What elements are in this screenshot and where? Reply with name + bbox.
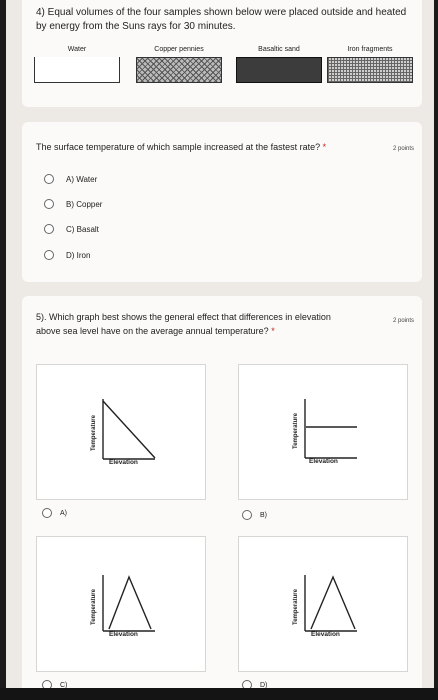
radio-button-icon[interactable] (44, 224, 54, 234)
graph-option-a-image (36, 364, 206, 500)
sample-label: Iron fragments (347, 46, 393, 53)
graph-line (103, 401, 155, 458)
required-asterisk: * (322, 142, 327, 152)
graph-y-label: Temperature (91, 589, 97, 625)
graph-option-d-image (238, 536, 408, 672)
graph-x-label: Elevation (109, 631, 138, 638)
required-asterisk: * (271, 326, 275, 336)
option-label: A) Water (66, 174, 98, 184)
radio-button-icon[interactable] (44, 199, 54, 209)
form-page (6, 0, 434, 688)
graph-x-label: Elevation (311, 631, 340, 638)
graph-line (109, 577, 151, 629)
graph-option-c-image (36, 536, 206, 672)
option-copper[interactable] (44, 199, 102, 209)
points-label: 2 points (392, 146, 414, 152)
graph-b-plot (239, 365, 409, 501)
graph-d-plot (239, 537, 409, 673)
question-text: The surface temperature of which sample increased at the fastest rate? (36, 142, 321, 152)
option-basalt[interactable] (44, 224, 99, 234)
option-label: B) Copper (66, 199, 103, 209)
sample-label: Water (67, 46, 87, 53)
question-4-card (22, 0, 422, 107)
graph-y-label: Temperature (293, 413, 299, 449)
bottom-edge (0, 688, 438, 700)
graph-x-label: Elevation (309, 458, 338, 465)
radio-button-icon[interactable] (42, 508, 52, 518)
iron-sample-image (327, 57, 413, 83)
option-label: C) Basalt (66, 224, 99, 234)
graph-y-label: Temperature (91, 415, 97, 451)
water-sample-image (34, 57, 120, 83)
option-label: D) Iron (66, 250, 91, 260)
question-4-text: 4) Equal volumes of the four samples shown below were placed outside and heated by energy from the Suns rays for 30 minutes. (36, 7, 407, 32)
graph-y-label: Temperature (293, 589, 299, 625)
radio-button-icon[interactable] (242, 510, 252, 520)
graph-option-a[interactable] (42, 508, 67, 518)
graph-option-b[interactable] (242, 510, 267, 520)
option-label: A) (60, 509, 67, 517)
copper-sample-image (136, 57, 222, 83)
option-label: C) (60, 681, 68, 689)
question-text: 5). Which graph best shows the general effect that differences in elevation above sea level have on the average annual temperature? (36, 312, 331, 336)
points-label: 2 points (392, 318, 414, 324)
option-water[interactable] (44, 174, 97, 184)
fastest-rate-question-card (22, 122, 422, 282)
option-label: B) (260, 511, 267, 519)
question-5-text (36, 310, 356, 338)
graph-a-plot (37, 365, 207, 501)
graph-option-b-image (238, 364, 408, 500)
graph-c-plot (37, 537, 207, 673)
graph-x-label: Elevation (109, 459, 138, 466)
option-iron[interactable] (44, 250, 90, 260)
graph-line (311, 577, 355, 629)
basalt-sample-image (236, 57, 322, 83)
option-label: D) (260, 681, 268, 689)
question-title (36, 142, 326, 152)
sample-label: Copper pennies (154, 46, 204, 53)
radio-button-icon[interactable] (44, 250, 54, 260)
question-5-card (22, 296, 422, 700)
sample-label: Basaltic sand (258, 46, 300, 53)
radio-button-icon[interactable] (44, 174, 54, 184)
